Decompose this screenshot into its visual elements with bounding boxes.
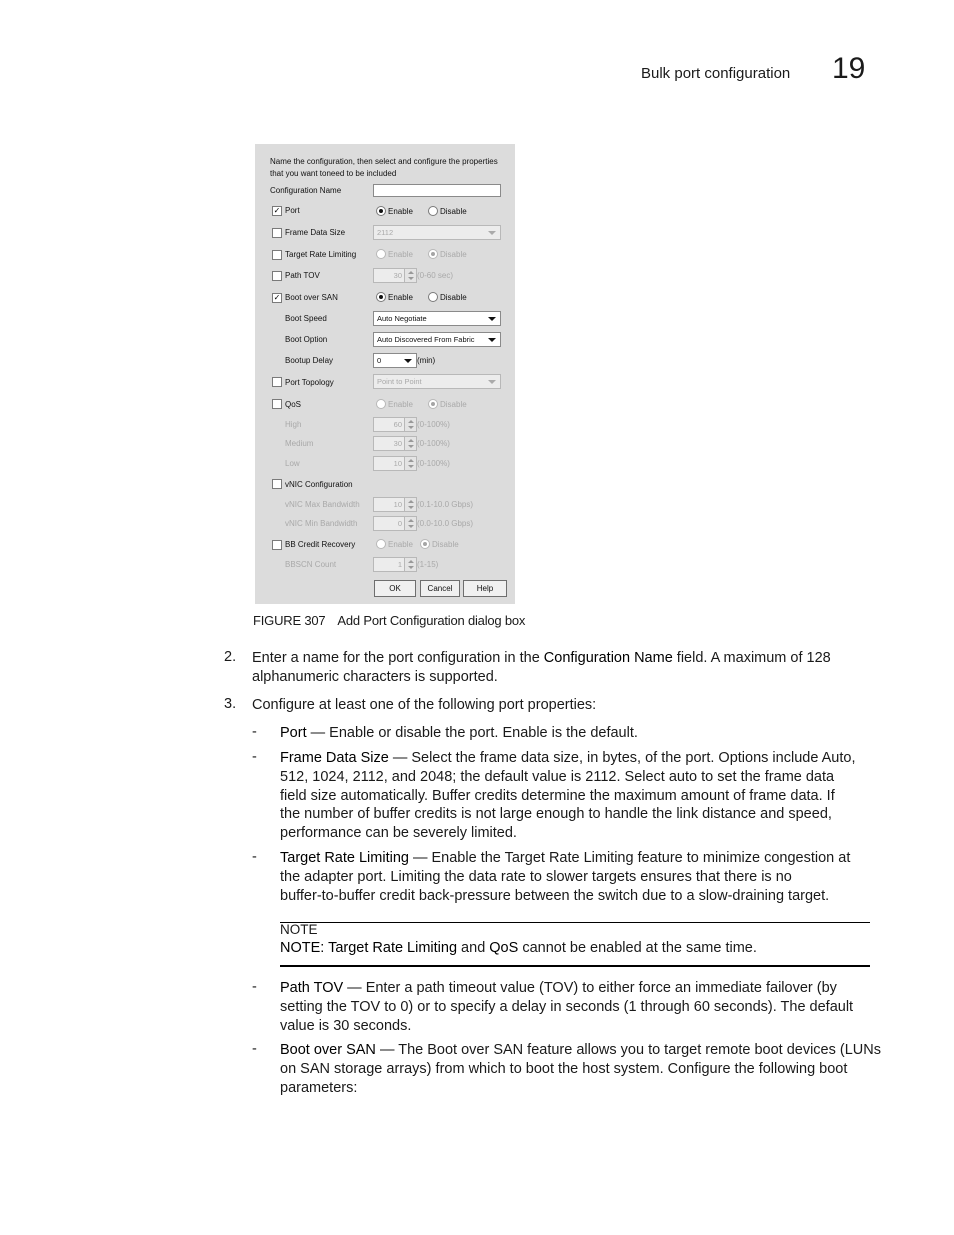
config-name-label: Configuration Name — [270, 186, 342, 195]
qos-checkbox[interactable] — [272, 399, 282, 409]
spinner-arrows-icon[interactable] — [404, 437, 416, 450]
fds-line-1: — Select the frame data size, in bytes, of the port. Options include Auto, — [388, 750, 856, 766]
boot-over-san-checkbox[interactable]: ✓ — [273, 293, 281, 302]
port-item — [280, 724, 638, 743]
qos-enable-label: Enable — [388, 400, 413, 409]
frame-data-size-select[interactable] — [373, 225, 501, 240]
fds-line-5: performance can be severely limited. — [280, 825, 517, 842]
frame-data-size-checkbox[interactable] — [272, 228, 282, 238]
note-term-qos: QoS — [489, 940, 519, 956]
figure-title: Add Port Configuration dialog box — [337, 613, 526, 628]
port-checkbox[interactable]: ✓ — [273, 206, 281, 215]
step-3-number: 3. — [224, 696, 237, 712]
add-port-configuration-dialog — [255, 144, 515, 604]
chevron-down-icon — [488, 338, 496, 342]
boot-option-select[interactable] — [373, 332, 501, 347]
target-rate-limiting-term: Target Rate Limiting — [280, 850, 409, 866]
target-rate-limiting-checkbox[interactable] — [272, 250, 282, 260]
boot-speed-label: Boot Speed — [285, 314, 327, 323]
frame-data-size-value: 2112 — [377, 228, 394, 237]
vnic-configuration-label: vNIC Configuration — [285, 480, 353, 489]
port-disable-label: Disable — [440, 207, 467, 216]
note-bottom-rule — [280, 965, 870, 967]
spinner-arrows-icon[interactable] — [404, 558, 416, 571]
bootup-delay-value: 0 — [377, 356, 382, 365]
qos-high-value: 60 — [393, 420, 402, 429]
trl-enable-label: Enable — [388, 250, 413, 259]
port-topology-label: Port Topology — [285, 378, 334, 387]
bb-credit-recovery-label: BB Credit Recovery — [285, 540, 356, 549]
vnic-min-value: 0 — [397, 519, 402, 528]
config-name-input[interactable] — [373, 184, 501, 197]
bbscn-count-label: BBSCN Count — [285, 560, 337, 569]
qos-medium-value: 30 — [393, 439, 402, 448]
boot-over-san-term: Boot over SAN — [280, 1042, 376, 1058]
port-topology-value: Point to Point — [377, 377, 422, 386]
vnic-max-value: 10 — [393, 500, 402, 509]
tov-line-2: setting the TOV to 0) or to specify a delay in seconds (1 through 60 seconds). The default — [280, 998, 854, 1015]
port-topology-select[interactable] — [373, 374, 501, 389]
vnic-configuration-checkbox[interactable] — [272, 479, 282, 489]
chevron-down-icon — [488, 380, 496, 384]
tov-line-3: value is 30 seconds. — [280, 1017, 412, 1034]
spinner-arrows-icon[interactable] — [404, 498, 416, 511]
frame-data-size-item — [280, 749, 855, 843]
bbcr-disable-label: Disable — [432, 540, 459, 549]
qos-label: QoS — [285, 400, 302, 409]
boot-speed-value: Auto Negotiate — [377, 314, 427, 323]
note-mid: and — [457, 940, 490, 956]
bbcr-enable-label: Enable — [388, 540, 413, 549]
ok-button[interactable]: OK — [374, 580, 416, 597]
trl-disable-label: Disable — [440, 250, 467, 259]
vnic-max-range: (0.1-10.0 Gbps) — [417, 500, 474, 509]
bullet-dash: - — [252, 849, 257, 865]
path-tov-spinner[interactable] — [373, 268, 417, 283]
qos-high-spinner[interactable] — [373, 417, 417, 432]
note-top-rule — [280, 922, 870, 923]
path-tov-range: (0-60 sec) — [417, 271, 454, 280]
bos-enable-label: Enable — [388, 293, 413, 302]
path-tov-checkbox[interactable] — [272, 271, 282, 281]
figure-number: FIGURE 307 — [253, 613, 326, 628]
frame-data-size-label: Frame Data Size — [285, 228, 346, 237]
note-end: cannot be enabled at the same time. — [518, 940, 757, 956]
step-2-number: 2. — [224, 649, 237, 665]
qos-disable-label: Disable — [440, 400, 467, 409]
spinner-arrows-icon[interactable] — [404, 418, 416, 431]
bullet-dash: - — [252, 724, 257, 740]
port-desc: — Enable or disable the port. Enable is the default. — [306, 725, 638, 741]
trl-line-2: the adapter port. Limiting the data rate to slower targets ensures that there is no — [280, 868, 792, 885]
note-text — [280, 940, 757, 956]
fds-line-3: field size automatically. Buffer credits determine the maximum amount of frame data. If — [280, 787, 835, 804]
vnic-min-spinner[interactable] — [373, 516, 417, 531]
vnic-max-label: vNIC Max Bandwidth — [285, 500, 360, 509]
spinner-arrows-icon[interactable] — [404, 457, 416, 470]
qos-disable-radio[interactable] — [428, 399, 438, 409]
bullet-dash: - — [252, 979, 257, 995]
chapter-number: 19 — [832, 52, 866, 85]
trl-line-1: — Enable the Target Rate Limiting feature to minimize congestion at — [408, 850, 851, 866]
bullet-dash: - — [252, 1041, 257, 1057]
port-disable-radio[interactable] — [428, 206, 438, 216]
figure-caption — [253, 613, 525, 628]
tov-line-1: — Enter a path timeout value (TOV) to either force an immediate failover (by — [343, 980, 837, 996]
boot-option-value: Auto Discovered From Fabric — [377, 335, 475, 344]
dialog-instructions: Name the configuration, then select and configure the properties that you want toneed to be included — [270, 157, 498, 178]
qos-medium-spinner[interactable] — [373, 436, 417, 451]
trl-enable-radio[interactable] — [376, 249, 386, 259]
bos-line-3: parameters: — [280, 1079, 358, 1096]
boot-over-san-item — [280, 1041, 881, 1097]
path-tov-value: 30 — [393, 271, 402, 280]
step-2-text-b: field. A maximum of 128 — [672, 650, 831, 666]
path-tov-item — [280, 979, 853, 1035]
fds-line-4: the number of buffer credits is not large enough to handle the link distance and speed, — [280, 806, 832, 823]
qos-enable-radio[interactable] — [376, 399, 386, 409]
vnic-max-spinner[interactable] — [373, 497, 417, 512]
port-topology-checkbox[interactable] — [272, 377, 282, 387]
bootup-delay-label: Bootup Delay — [285, 356, 334, 365]
spinner-arrows-icon[interactable] — [404, 269, 416, 282]
bos-disable-label: Disable — [440, 293, 467, 302]
note-term-trl: NOTE: Target Rate Limiting — [280, 940, 458, 956]
qos-low-spinner[interactable] — [373, 456, 417, 471]
qos-high-range: (0-100%) — [417, 420, 450, 429]
step-2-text-a: Enter a name for the port configuration in the — [252, 650, 544, 666]
boot-over-san-label: Boot over SAN — [285, 293, 338, 302]
qos-low-label: Low — [285, 459, 300, 468]
bos-line-2: on SAN storage arrays) from which to boot the host system. Configure the following boot — [280, 1060, 848, 1077]
port-enable-label: Enable — [388, 207, 413, 216]
chevron-down-icon — [488, 317, 496, 321]
spinner-arrows-icon[interactable] — [404, 517, 416, 530]
qos-medium-label: Medium — [285, 439, 314, 448]
bbscn-count-spinner[interactable] — [373, 557, 417, 572]
trl-line-3: buffer-to-buffer credit back-pressure between the switch due to a slow-draining target. — [280, 887, 830, 904]
chevron-down-icon — [404, 359, 412, 363]
vnic-min-label: vNIC Min Bandwidth — [285, 519, 358, 528]
cancel-button[interactable]: Cancel — [420, 580, 460, 597]
step-2-text — [252, 649, 831, 687]
bos-disable-radio[interactable] — [428, 292, 438, 302]
bootup-delay-select[interactable] — [373, 353, 417, 368]
port-enable-radio[interactable] — [376, 206, 386, 216]
qos-high-label: High — [285, 420, 302, 429]
target-rate-limiting-item — [280, 849, 850, 905]
bb-credit-recovery-checkbox[interactable] — [272, 540, 282, 550]
vnic-min-range: (0.0-10.0 Gbps) — [417, 519, 474, 528]
bbscn-count-range: (1-15) — [417, 560, 439, 569]
qos-low-range: (0-100%) — [417, 459, 450, 468]
trl-disable-radio[interactable] — [428, 249, 438, 259]
bos-enable-radio[interactable] — [376, 292, 386, 302]
bos-line-1: — The Boot over SAN feature allows you to target remote boot devices (LUNs — [375, 1042, 881, 1058]
configuration-name-term: Configuration Name — [543, 650, 673, 666]
help-button[interactable]: Help — [463, 580, 507, 597]
target-rate-limiting-label: Target Rate Limiting — [285, 250, 357, 259]
bootup-delay-unit: (min) — [417, 356, 436, 365]
qos-low-value: 10 — [393, 459, 402, 468]
frame-data-size-term: Frame Data Size — [280, 750, 389, 766]
step-3-text: Configure at least one of the following port properties: — [252, 697, 597, 713]
chevron-down-icon — [488, 231, 496, 235]
boot-speed-select[interactable] — [373, 311, 501, 326]
bbcr-enable-radio[interactable] — [376, 539, 386, 549]
boot-option-label: Boot Option — [285, 335, 328, 344]
page-header-title: Bulk port configuration — [641, 65, 791, 82]
bullet-dash: - — [252, 749, 257, 765]
path-tov-label: Path TOV — [285, 271, 320, 280]
note-heading: NOTE — [280, 922, 318, 937]
qos-medium-range: (0-100%) — [417, 439, 450, 448]
port-label: Port — [285, 206, 300, 215]
path-tov-term: Path TOV — [280, 980, 344, 996]
bbcr-disable-radio[interactable] — [420, 539, 430, 549]
port-term: Port — [280, 725, 307, 741]
fds-line-2: 512, 1024, 2112, and 2048; the default value is 2112. Select auto to set the frame data — [280, 768, 835, 785]
bbscn-count-value: 1 — [397, 560, 402, 569]
step-2-text-c: alphanumeric characters is supported. — [252, 668, 498, 685]
